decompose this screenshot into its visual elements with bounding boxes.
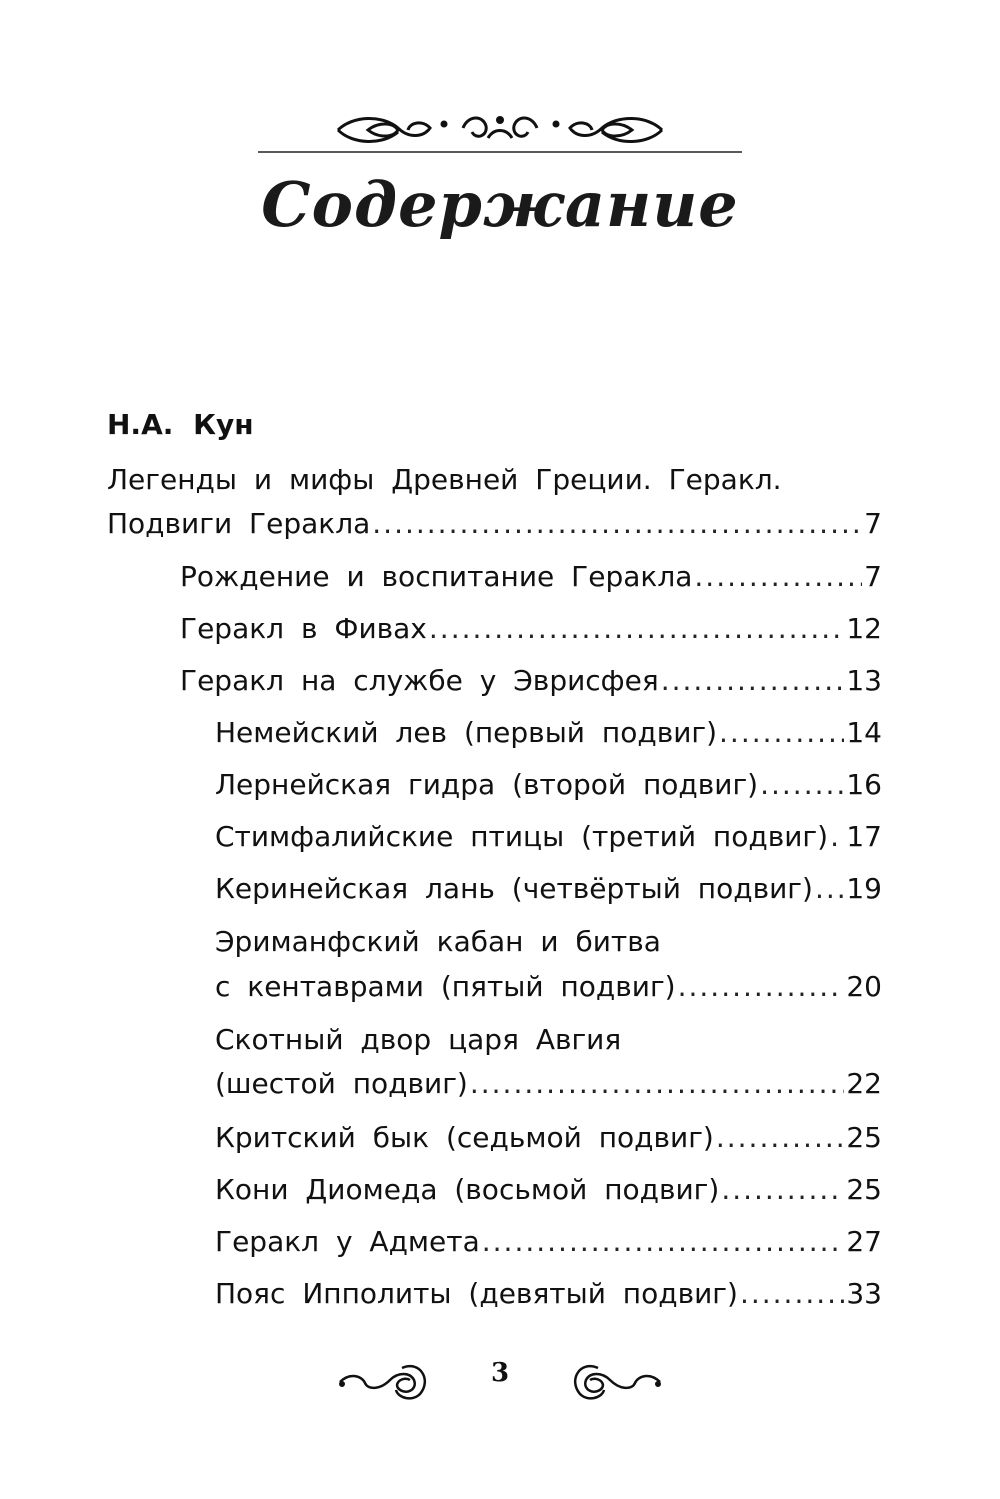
toc-entry-title: Геракл в Фивах [180, 612, 427, 645]
toc-entry [180, 664, 882, 697]
toc-entry-title: Подвиги Геракла [107, 507, 371, 540]
dot-leader [694, 560, 862, 593]
toc-entry [215, 1121, 882, 1154]
dot-leader [429, 612, 844, 645]
dot-leader [815, 872, 844, 905]
toc-entry-title: Керинейская лань (четвёртый подвиг) [215, 872, 813, 905]
toc-page-number: 19 [846, 872, 882, 905]
toc-entry [215, 1225, 882, 1258]
toc-page-number: 33 [846, 1277, 882, 1310]
dot-leader [661, 664, 845, 697]
toc-page-number: 7 [864, 507, 882, 540]
toc-entry [215, 768, 882, 801]
toc-entry [180, 612, 882, 645]
toc-entry [215, 1277, 882, 1310]
toc-page-number: 13 [846, 664, 882, 697]
toc-entry-title: Скотный двор царя Авгия [215, 1023, 622, 1056]
dot-leader [470, 1067, 845, 1100]
dot-leader [760, 768, 844, 801]
author-name: Н.А. Кун [107, 408, 254, 441]
toc-entry-title: Стимфалийские птицы (третий подвиг) [215, 820, 829, 853]
toc-entry-title-continued: с кентаврами (пятый подвиг) [215, 970, 676, 1003]
toc-page-number: 7 [864, 560, 882, 593]
toc-entry-title: Рождение и воспитание Геракла [180, 560, 693, 593]
toc-entry-title: Кони Диомеда (восьмой подвиг) [215, 1173, 720, 1206]
toc-entry-title: Эриманфский кабан и битва [215, 925, 661, 958]
toc-page-number: 25 [846, 1173, 882, 1206]
toc-page-number: 14 [846, 716, 882, 749]
toc-entry-title: Лернейская гидра (второй подвиг) [215, 768, 759, 801]
page-number: 3 [490, 1358, 510, 1388]
toc-page-number: 20 [846, 970, 882, 1003]
dot-leader [716, 1121, 845, 1154]
toc-entry [215, 1173, 882, 1206]
book-heading [107, 463, 782, 496]
dot-leader [830, 820, 844, 853]
toc-page-number: 22 [846, 1067, 882, 1100]
dot-leader [482, 1225, 845, 1258]
toc-entry-title: Геракл на службе у Эврисфея [180, 664, 659, 697]
dot-leader [678, 970, 845, 1003]
dot-leader [719, 716, 844, 749]
toc-entry [180, 560, 882, 593]
toc-entry [215, 820, 882, 853]
toc-entry-title: Геракл у Адмета [215, 1225, 480, 1258]
toc-page-number: 25 [846, 1121, 882, 1154]
toc-entry-title: Немейский лев (первый подвиг) [215, 716, 718, 749]
toc-page-number: 12 [846, 612, 882, 645]
toc-page-number: 27 [846, 1225, 882, 1258]
toc-entry-title: Пояс Ипполиты (девятый подвиг) [215, 1277, 738, 1310]
book-heading-text: Легенды и мифы Древней Греции. Геракл. [107, 463, 782, 496]
page-title: Содержание [261, 168, 739, 241]
toc-entry [215, 716, 882, 749]
toc-entry [215, 1067, 882, 1100]
toc-entry-first-line [215, 1023, 621, 1056]
toc-page-number: 16 [846, 768, 882, 801]
toc-entry [107, 507, 882, 540]
dot-leader [721, 1173, 844, 1206]
toc-entry [215, 872, 882, 905]
toc-page-number: 17 [846, 820, 882, 853]
toc-entry [215, 970, 882, 1003]
dot-leader [740, 1277, 844, 1310]
toc-entry-title: Критский бык (седьмой подвиг) [215, 1121, 714, 1154]
top-ornament-icon [258, 100, 742, 160]
toc-entry-first-line [215, 925, 661, 958]
toc-entry-title-continued: (шестой подвиг) [215, 1067, 468, 1100]
dot-leader [372, 507, 862, 540]
